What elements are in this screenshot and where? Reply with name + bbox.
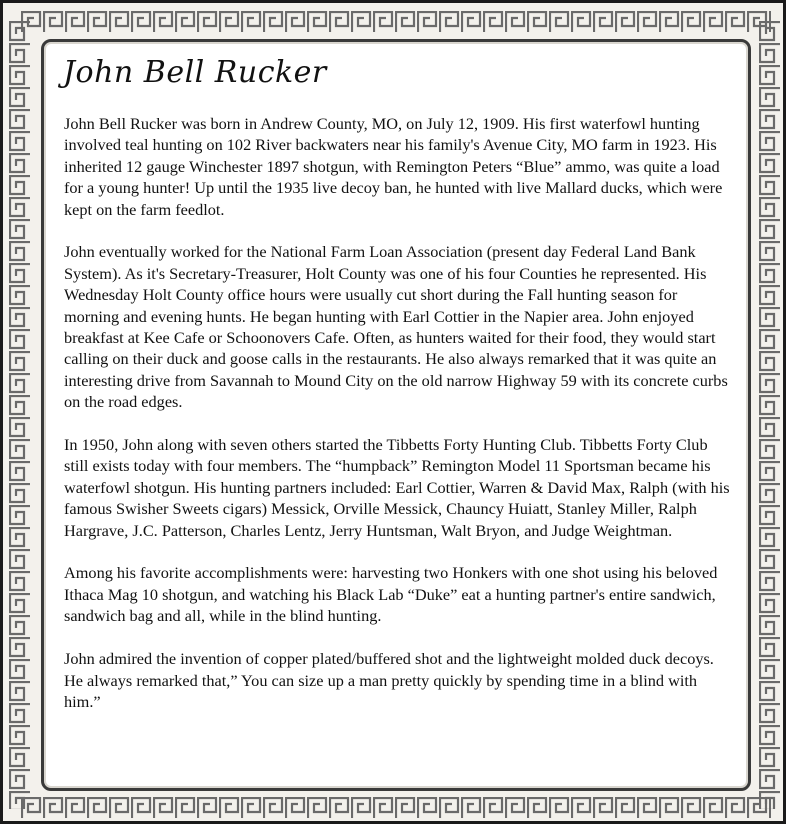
paragraph: John Bell Rucker was born in Andrew County, MO, on July 12, 1909. His first waterfowl hunting involved teal hunting on 102 River backwaters near his family's Avenue City, MO farm in 1923. His inherited 12 gauge Winchester 1897 shotgun, with Remington Peters “Blue” ammo, was quite a load for a young hunter! Up until the 1935 live decoy ban, he hunted with live Mallard ducks, which were kept on the farm feedlot.: [64, 114, 723, 219]
paragraph: John admired the invention of copper plated/buffered shot and the lightweight molded duck decoys. He always remarked that,” You can size up a man pretty quickly by spending time in a blind with him.”: [64, 649, 714, 711]
biography-text: [64, 113, 734, 734]
greek-key-border-top: [21, 11, 771, 33]
paragraph: In 1950, John along with seven others started the Tibbetts Forty Hunting Club. Tibbetts Forty Club still exists today with four members. The “humpback” Remington Model 11 Sportsman became his waterfowl shotgun. His hunting partners included: Earl Cottier, Warren & David Max, Ralph (with his famous Swisher Sweets cigars) Messick, Orville Messick, Chauncy Huiatt, Stanley Miller, Ralph Hargrave, J.C. Patterson, Charles Lentz, Jerry Huntsman, Walt Bryon, and Judge Weightman.: [64, 435, 730, 540]
paragraph: John eventually worked for the National Farm Loan Association (present day Federal Land Bank System). As it's Secretary-Treasurer, Holt County was one of his four Counties he represented. His Wednesday Holt County office hours were usually cut short during the Fall hunting season for morning and evening hunts. He began hunting with Earl Cottier in the Napier area. John enjoyed breakfast at Kee Cafe or Schoonovers Cafe. Often, as hunters waited for their food, they would start calling on their duck and goose calls in the restaurants. He also always remarked that it was quite an interesting drive from Savannah to Mound City on the old narrow Highway 59 with its concrete curbs on the road edges.: [64, 242, 728, 412]
paragraph: Among his favorite accomplishments were: harvesting two Honkers with one shot using his beloved Ithaca Mag 10 shotgun, and watching his Black Lab “Duke” eat a hunting partner's entire sandwich, sandwich bag and all, while in the blind hunting.: [64, 563, 718, 626]
page-title: John Bell Rucker: [63, 55, 327, 90]
greek-key-border-right: [759, 21, 781, 809]
greek-key-border-bottom: [21, 797, 771, 819]
greek-key-border-left: [9, 21, 31, 809]
